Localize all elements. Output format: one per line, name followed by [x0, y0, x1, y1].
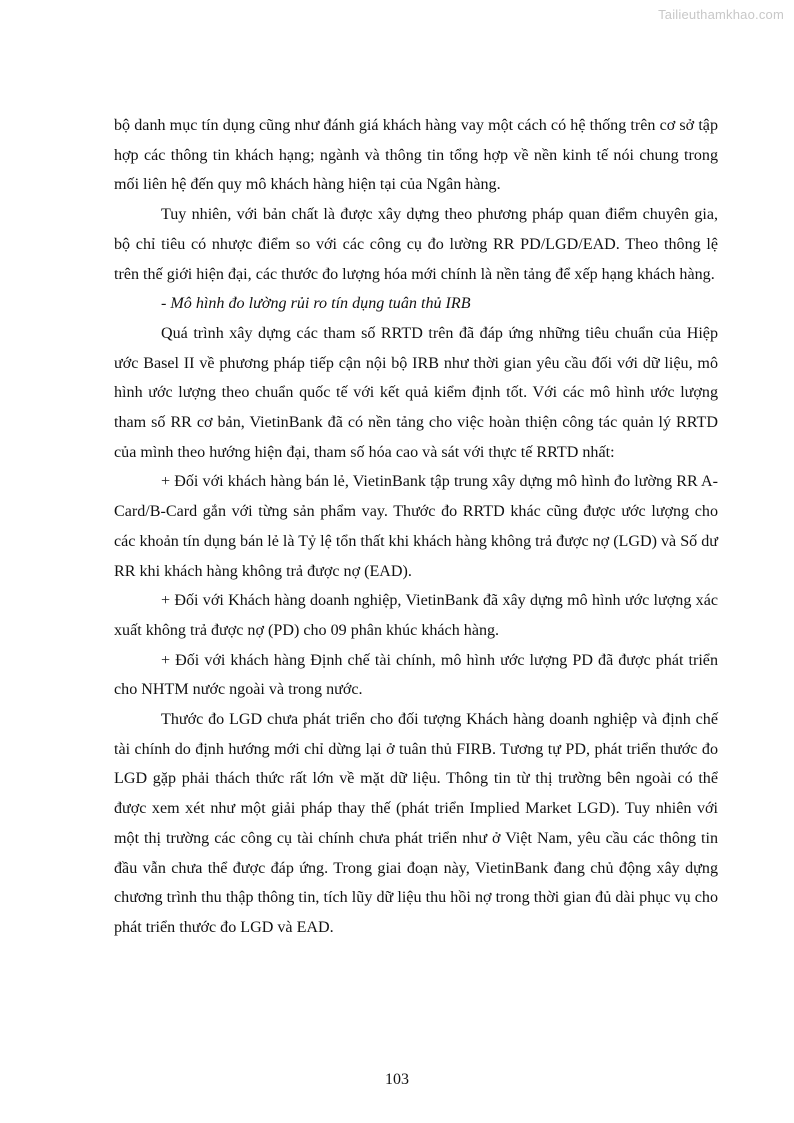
paragraph-lgd: Thước đo LGD chưa phát triển cho đối tượng Khách hàng doanh nghiệp và định chế tài chính do định hướng mới chỉ dừng lại ở tuân thủ FIRB. Tương tự PD, phát triển thước đo LGD gặp phải thách thức rất lớn về mặt dữ liệu. Thông tin từ thị trường bên ngoài có thể được xem xét như một giải pháp thay thế (phát triển Implied Market LGD). Tuy nhiên với một thị trường các công cụ tài chính chưa phát triển như ở Việt Nam, yêu cầu các thông tin đầu vẫn chưa thể được đáp ứng. Trong giai đoạn này, VietinBank đang chủ động xây dựng chương trình thu thập thông tin, tích lũy dữ liệu thu hồi nợ trong thời gian đủ dài phục vụ cho phát triển thước đo LGD và EAD. [114, 711, 718, 936]
paragraph-continuation: bộ danh mục tín dụng cũng như đánh giá khách hàng vay một cách có hệ thống trên cơ sở tập hợp các thông tin khách hạng; ngành và thông tin tổng hợp về nền kinh tế nói chung trong mối liên hệ đến quy mô khách hàng hiện tại của Ngân hàng. [114, 117, 718, 194]
paragraph-basel-ii: Quá trình xây dựng các tham số RRTD trên đã đáp ứng những tiêu chuẩn của Hiệp ước Basel II về phương pháp tiếp cận nội bộ IRB như thời gian yêu cầu đối với dữ liệu, mô hình ước lượng theo chuẩn quốc tế với kết quả kiểm định tốt. Với các mô hình ước lượng tham số RR cơ bản, VietinBank đã có nền tảng cho việc hoàn thiện công tác quản lý RRTD của mình theo hướng hiện đại, tham số hóa cao và sát với thực tế RRTD nhất: [114, 324, 718, 461]
page-body [114, 111, 718, 943]
bullet-corporate: + Đối với Khách hàng doanh nghiệp, VietinBank đã xây dựng mô hình ước lượng xác xuất không trả được nợ (PD) cho 09 phân khúc khách hàng. [114, 592, 718, 639]
section-heading-irb: - Mô hình đo lường rủi ro tín dụng tuân thủ IRB [161, 295, 471, 313]
bullet-retail: + Đối với khách hàng bán lẻ, VietinBank tập trung xây dựng mô hình đo lường RR A-Card/B-Card gắn với từng sản phẩm vay. Thước đo RRTD khác cũng được ước lượng cho các khoản tín dụng bán lẻ là Tỷ lệ tổn thất khi khách hàng không trả được nợ (LGD) và Số dư RR khi khách hàng không trả được nợ (EAD). [114, 473, 719, 580]
bullet-financial-institutions: + Đối với khách hàng Định chế tài chính, mô hình ước lượng PD đã được phát triển cho NHTM nước ngoài và trong nước. [114, 651, 718, 699]
page-number: 103 [385, 1071, 409, 1088]
paragraph-expert-method: Tuy nhiên, với bản chất là được xây dựng theo phương pháp quan điểm chuyên gia, bộ chỉ tiêu có nhược điểm so với các công cụ đo lường RR PD/LGD/EAD. Theo thông lệ trên thế giới hiện đại, các thước đo lượng hóa mới chính là nền tảng để xếp hạng khách hàng. [114, 206, 718, 283]
watermark: Tailieuthamkhao.com [658, 7, 784, 22]
